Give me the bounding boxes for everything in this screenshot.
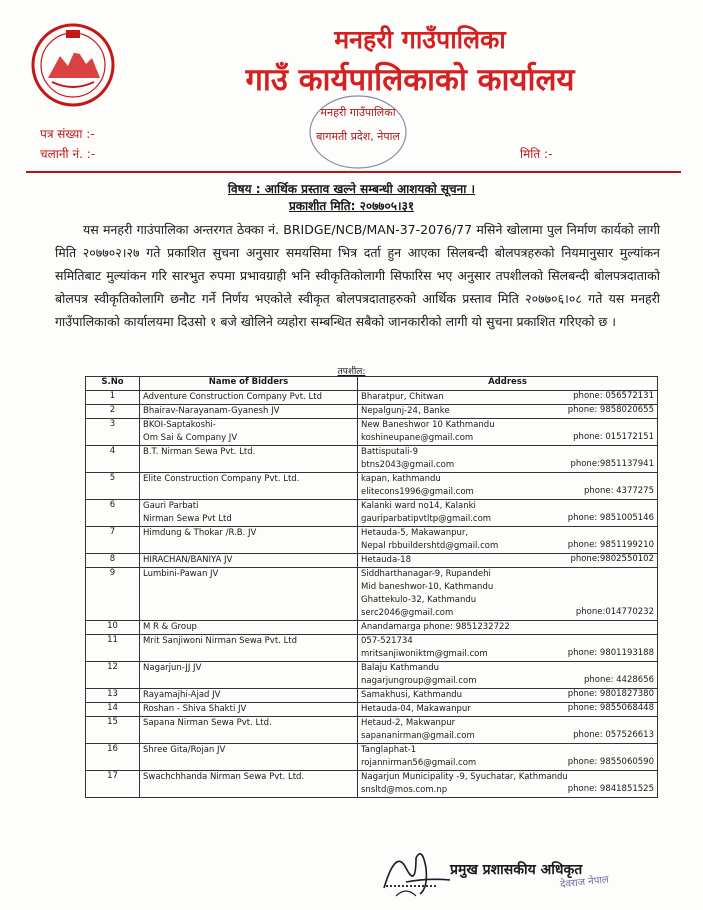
address-line: nagarjungroup@gmail.com xyxy=(361,676,477,686)
stamp-line-1: मनहरी गाउँपालिका xyxy=(320,106,396,119)
office-name: गाउँ कार्यपालिकाको कार्यालय xyxy=(245,62,575,98)
details-label: तपशील: xyxy=(337,367,366,377)
address-line: serc2046@gmail.com xyxy=(361,608,454,618)
row-bidder-name xyxy=(140,703,358,717)
row-bidder-name xyxy=(140,771,358,798)
header-sno: S.No xyxy=(86,377,140,391)
bidder-name-line: Mrit Sanjiwoni Nirman Sewa Pvt. Ltd xyxy=(143,636,298,646)
row-bidder-name xyxy=(140,391,358,405)
address-line: Siddharthanagar-9, Rupandehi xyxy=(361,569,491,579)
row-bidder-name xyxy=(140,473,358,500)
row-sno: 2 xyxy=(86,405,140,419)
bidder-name-line: Bhairav-Narayanam-Gyanesh JV xyxy=(143,406,280,416)
row-sno: 17 xyxy=(86,771,140,798)
phone-number: phone: 9841851525 xyxy=(567,784,654,794)
notice-subject xyxy=(0,180,703,197)
phone-number: phone:014770232 xyxy=(575,607,654,617)
address-line: gauriparbatipvtltp@gmail.com xyxy=(361,514,492,524)
bidder-name-line: B.T. Nirman Sewa Pvt. Ltd. xyxy=(143,447,256,457)
phone-number: phone: 057526613 xyxy=(573,730,654,740)
table-row xyxy=(86,717,658,744)
row-bidder-name xyxy=(140,527,358,554)
row-address xyxy=(358,744,658,771)
signature-line xyxy=(386,885,436,887)
row-bidder-name xyxy=(140,717,358,744)
bidder-name-line: HIRACHAN/BANIYA JV xyxy=(143,555,233,565)
row-sno: 12 xyxy=(86,662,140,689)
table-row xyxy=(86,554,658,568)
row-address xyxy=(358,771,658,798)
row-bidder-name xyxy=(140,662,358,689)
row-sno: 10 xyxy=(86,621,140,635)
bidder-name-line: Rayamajhi-Ajad JV xyxy=(143,690,221,700)
table-row xyxy=(86,662,658,689)
subject-text: विषय : आर्थिक प्रस्ताव खल्ने सम्बन्धी आशयको सूचना । xyxy=(227,182,476,196)
address-line: Hetauda-04, Makawanpur xyxy=(361,704,471,714)
phone-number: phone: 056572131 xyxy=(573,391,654,401)
row-sno: 13 xyxy=(86,689,140,703)
address-line: Hetauda-5, Makawanpur, xyxy=(361,528,469,538)
phone-number: phone:9802550102 xyxy=(570,554,654,564)
table-row xyxy=(86,621,658,635)
row-address xyxy=(358,554,658,568)
table-row xyxy=(86,446,658,473)
row-sno: 4 xyxy=(86,446,140,473)
row-bidder-name xyxy=(140,689,358,703)
bidders-table xyxy=(85,376,658,798)
address-line: Anandamarga phone: 9851232722 xyxy=(361,622,510,632)
phone-number: phone: 9855060590 xyxy=(567,757,654,767)
table-row xyxy=(86,419,658,446)
address-line: Mid baneshwor-10, Kathmandu xyxy=(361,582,494,592)
address-line: Kalanki ward no14, Kalanki xyxy=(361,501,476,511)
published-date xyxy=(0,197,703,214)
header-bidder-name: Name of Bidders xyxy=(140,377,358,391)
row-bidder-name xyxy=(140,635,358,662)
row-address xyxy=(358,500,658,527)
signature xyxy=(376,838,456,900)
address-line: Tanglaphat-1 xyxy=(361,745,417,755)
address-line: New Baneshwor 10 Kathmandu xyxy=(361,420,495,430)
row-sno: 16 xyxy=(86,744,140,771)
phone-number: phone: 015172151 xyxy=(573,432,654,442)
address-line: Hetauda-18 xyxy=(361,555,412,565)
table-row xyxy=(86,744,658,771)
bidder-name-line: Nirman Sewa Pvt Ltd xyxy=(143,514,232,524)
row-address xyxy=(358,689,658,703)
phone-number: phone: 9801193188 xyxy=(567,648,654,658)
bidder-name-line: Nagarjun-JJ JV xyxy=(143,663,202,673)
address-line: rojannirman56@gmail.com xyxy=(361,758,477,768)
phone-number: phone: 9851005146 xyxy=(567,513,654,523)
address-line: Samakhusi, Kathmandu xyxy=(361,690,462,700)
row-bidder-name xyxy=(140,500,358,527)
row-sno: 15 xyxy=(86,717,140,744)
bidder-name-line: Roshan - Shiva Shakti JV xyxy=(143,704,247,714)
table-row xyxy=(86,635,658,662)
row-address xyxy=(358,419,658,446)
address-line: Bharatpur, Chitwan xyxy=(361,392,444,402)
row-sno: 6 xyxy=(86,500,140,527)
table-row xyxy=(86,391,658,405)
row-sno: 3 xyxy=(86,419,140,446)
row-sno: 11 xyxy=(86,635,140,662)
stamp-line-2: बागमती प्रदेश, नेपाल xyxy=(316,130,400,143)
table-row xyxy=(86,527,658,554)
address-line: Nepal rbbuildershtd@gmail.com xyxy=(361,541,499,551)
address-line: Hetaud-2, Makwanpur xyxy=(361,718,456,728)
phone-number: phone: 9858020655 xyxy=(567,405,654,415)
address-line: Balaju Kathmandu xyxy=(361,663,440,673)
phone-number: phone: 4377275 xyxy=(583,486,654,496)
table-row xyxy=(86,473,658,500)
bidder-name-line: Lumbini-Pawan JV xyxy=(143,569,219,579)
row-bidder-name xyxy=(140,621,358,635)
dispatch-number-label: चलानी नं. :- xyxy=(40,147,96,161)
row-sno: 8 xyxy=(86,554,140,568)
row-bidder-name xyxy=(140,446,358,473)
row-sno: 7 xyxy=(86,527,140,554)
address-line: Nepalgunj-24, Banke xyxy=(361,406,450,416)
phone-number: phone: 4428656 xyxy=(583,675,654,685)
row-bidder-name xyxy=(140,568,358,621)
bidder-name-line: Sapana Nirman Sewa Pvt. Ltd. xyxy=(143,718,272,728)
row-sno: 5 xyxy=(86,473,140,500)
address-line: Battisputali-9 xyxy=(361,447,419,457)
address-line: mritsanjiwoniktm@gmail.com xyxy=(361,649,488,659)
date-label: मिति :- xyxy=(520,147,553,161)
address-line: sapananirman@gmail.com xyxy=(361,731,475,741)
bidder-name-line: Himdung & Thokar /R.B. JV xyxy=(143,528,257,538)
reference-number-label: पत्र संख्या :- xyxy=(40,127,95,141)
table-row xyxy=(86,703,658,717)
officer-stamp-text: देवराज नेपाल xyxy=(559,874,610,891)
municipality-name: मनहरी गाउँपालिका xyxy=(334,25,506,54)
table-row xyxy=(86,500,658,527)
address-line: koshineupane@gmail.com xyxy=(361,433,474,443)
row-sno: 1 xyxy=(86,391,140,405)
bidder-name-line: Elite Construction Company Pvt. Ltd. xyxy=(143,474,300,484)
municipality-emblem xyxy=(30,22,116,108)
bidder-name-line: BKOI-Saptakoshi- xyxy=(143,420,216,430)
row-bidder-name xyxy=(140,744,358,771)
table-row xyxy=(86,568,658,621)
address-line: kapan, kathmandu xyxy=(361,474,441,484)
phone-number: phone: 9851199210 xyxy=(567,540,654,550)
row-address xyxy=(358,473,658,500)
bidder-name-line: Swachchhanda Nirman Sewa Pvt. Ltd. xyxy=(143,772,305,782)
address-line: Nagarjun Municipality -9, Syuchatar, Kathmandu xyxy=(361,772,568,782)
address-line: Ghattekulo-32, Kathmandu xyxy=(361,595,477,605)
notice-body: यस मनहरी गाउंपालिका अन्तरगत ठेक्का नं. BRIDGE/NCB/MAN-37-2076/77 मसिने खोलामा पुल निर्माण कार्यको लागी मिति २०७७०२।२७ गते प्रकाशित सुचना अनुसार समयसिमा भित्र दर्ता हुन आएका सिलबन्दी बोलपत्रहरुको नियमानुसार मुल्यांकन समितिबाट मुल्यांकन गरि सारभुत रुपमा प्रभावग्राही भनि स्वीकृतिकोलागी सिफारिस भए अनुसार तपशीलको सिलबन्दी बोलपत्रदाताको बोलपत्र स्वीकृतिकोलागि छनौट गर्ने निर्णय भएकोले स्वीकृत बोलपत्रदाताहरुको आर्थिक प्रस्ताव मिति २०७७०६।०८ गते यस मनहरी गाउँपालिकाको कार्यालयमा दिउसो १ बजे खोलिने व्यहोरा सम्बन्धित सबैको जानकारीको लागी यो सुचना प्रकाशित गरिएको छ । xyxy=(55,222,660,329)
row-address xyxy=(358,662,658,689)
bidder-name-line: Om Sai & Company JV xyxy=(143,433,238,443)
row-bidder-name xyxy=(140,554,358,568)
office-stamp xyxy=(282,92,434,172)
table-row xyxy=(86,771,658,798)
phone-number: phone:9851137941 xyxy=(570,459,654,469)
row-address xyxy=(358,405,658,419)
published-date-text: प्रकाशीत मिति: २०७७०५।३१ xyxy=(288,199,415,213)
bidder-name-line: Adventure Construction Company Pvt. Ltd xyxy=(143,392,322,402)
address-line: 057-521734 xyxy=(361,636,413,646)
row-bidder-name xyxy=(140,419,358,446)
bidder-name-line: Gauri Parbati xyxy=(143,501,199,511)
header-address: Address xyxy=(358,377,658,391)
row-sno: 9 xyxy=(86,568,140,621)
bidder-name-line: M R & Group xyxy=(143,622,197,632)
phone-number: phone: 9801827380 xyxy=(567,689,654,699)
bidder-name-line: Shree Gita/Rojan JV xyxy=(143,745,226,755)
address-line: elitecons1996@gmail.com xyxy=(361,487,474,497)
header-divider xyxy=(26,171,681,173)
address-line: snsltd@mos.com.np xyxy=(361,785,448,795)
table-header-row xyxy=(86,377,658,391)
row-address xyxy=(358,568,658,621)
phone-number: phone: 9855068448 xyxy=(567,703,654,713)
table-row xyxy=(86,689,658,703)
row-address xyxy=(358,635,658,662)
table-row xyxy=(86,405,658,419)
row-address xyxy=(358,717,658,744)
row-sno: 14 xyxy=(86,703,140,717)
row-bidder-name xyxy=(140,405,358,419)
row-address xyxy=(358,621,658,635)
row-address xyxy=(358,446,658,473)
row-address xyxy=(358,527,658,554)
row-address xyxy=(358,391,658,405)
address-line: btns2043@gmail.com xyxy=(361,460,455,470)
signatory-title: प्रमुख प्रशासकीय अधिकृत xyxy=(450,862,583,878)
row-address xyxy=(358,703,658,717)
